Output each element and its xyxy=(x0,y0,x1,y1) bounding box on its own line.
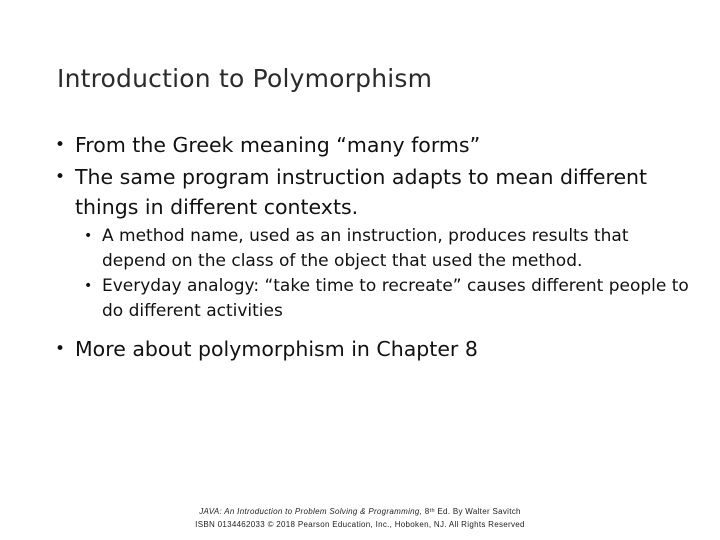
bullet-dot-icon: • xyxy=(84,278,93,294)
slide-footer xyxy=(0,505,720,531)
bullet-text: From the Greek meaning “many forms” xyxy=(75,133,481,157)
sub-bullet-item xyxy=(55,274,695,324)
footer-copyright: ISBN 0134462033 © 2018 Pearson Education, Inc., Hoboken, NJ. All Rights Reserved xyxy=(195,520,525,529)
bullet-dot-icon: • xyxy=(55,167,66,187)
bullet-item xyxy=(55,130,695,160)
bullet-text: The same program instruction adapts to mean different things in different contexts. xyxy=(75,165,648,219)
bullet-dot-icon: • xyxy=(84,228,93,244)
bullet-item xyxy=(55,334,695,364)
bullet-item xyxy=(55,162,695,222)
sub-bullet-item xyxy=(55,224,695,274)
bullet-text: Everyday analogy: “take time to recreate” causes different people to do different activities xyxy=(102,276,689,321)
bullet-dot-icon: • xyxy=(55,135,66,155)
bullet-text: A method name, used as an instruction, produces results that depend on the class of the object that used the method. xyxy=(102,226,629,271)
footer-book-line xyxy=(0,505,720,518)
footer-book-title: JAVA: An Introduction to Problem Solving & Programming, xyxy=(199,507,423,516)
footer-edition: 8ᵗʰ Ed. By Walter Savitch xyxy=(424,507,521,516)
slide-title: Introduction to Polymorphism xyxy=(57,64,433,93)
bullet-text: More about polymorphism in Chapter 8 xyxy=(75,337,478,361)
bullet-dot-icon: • xyxy=(55,339,66,359)
slide-body xyxy=(55,130,695,364)
